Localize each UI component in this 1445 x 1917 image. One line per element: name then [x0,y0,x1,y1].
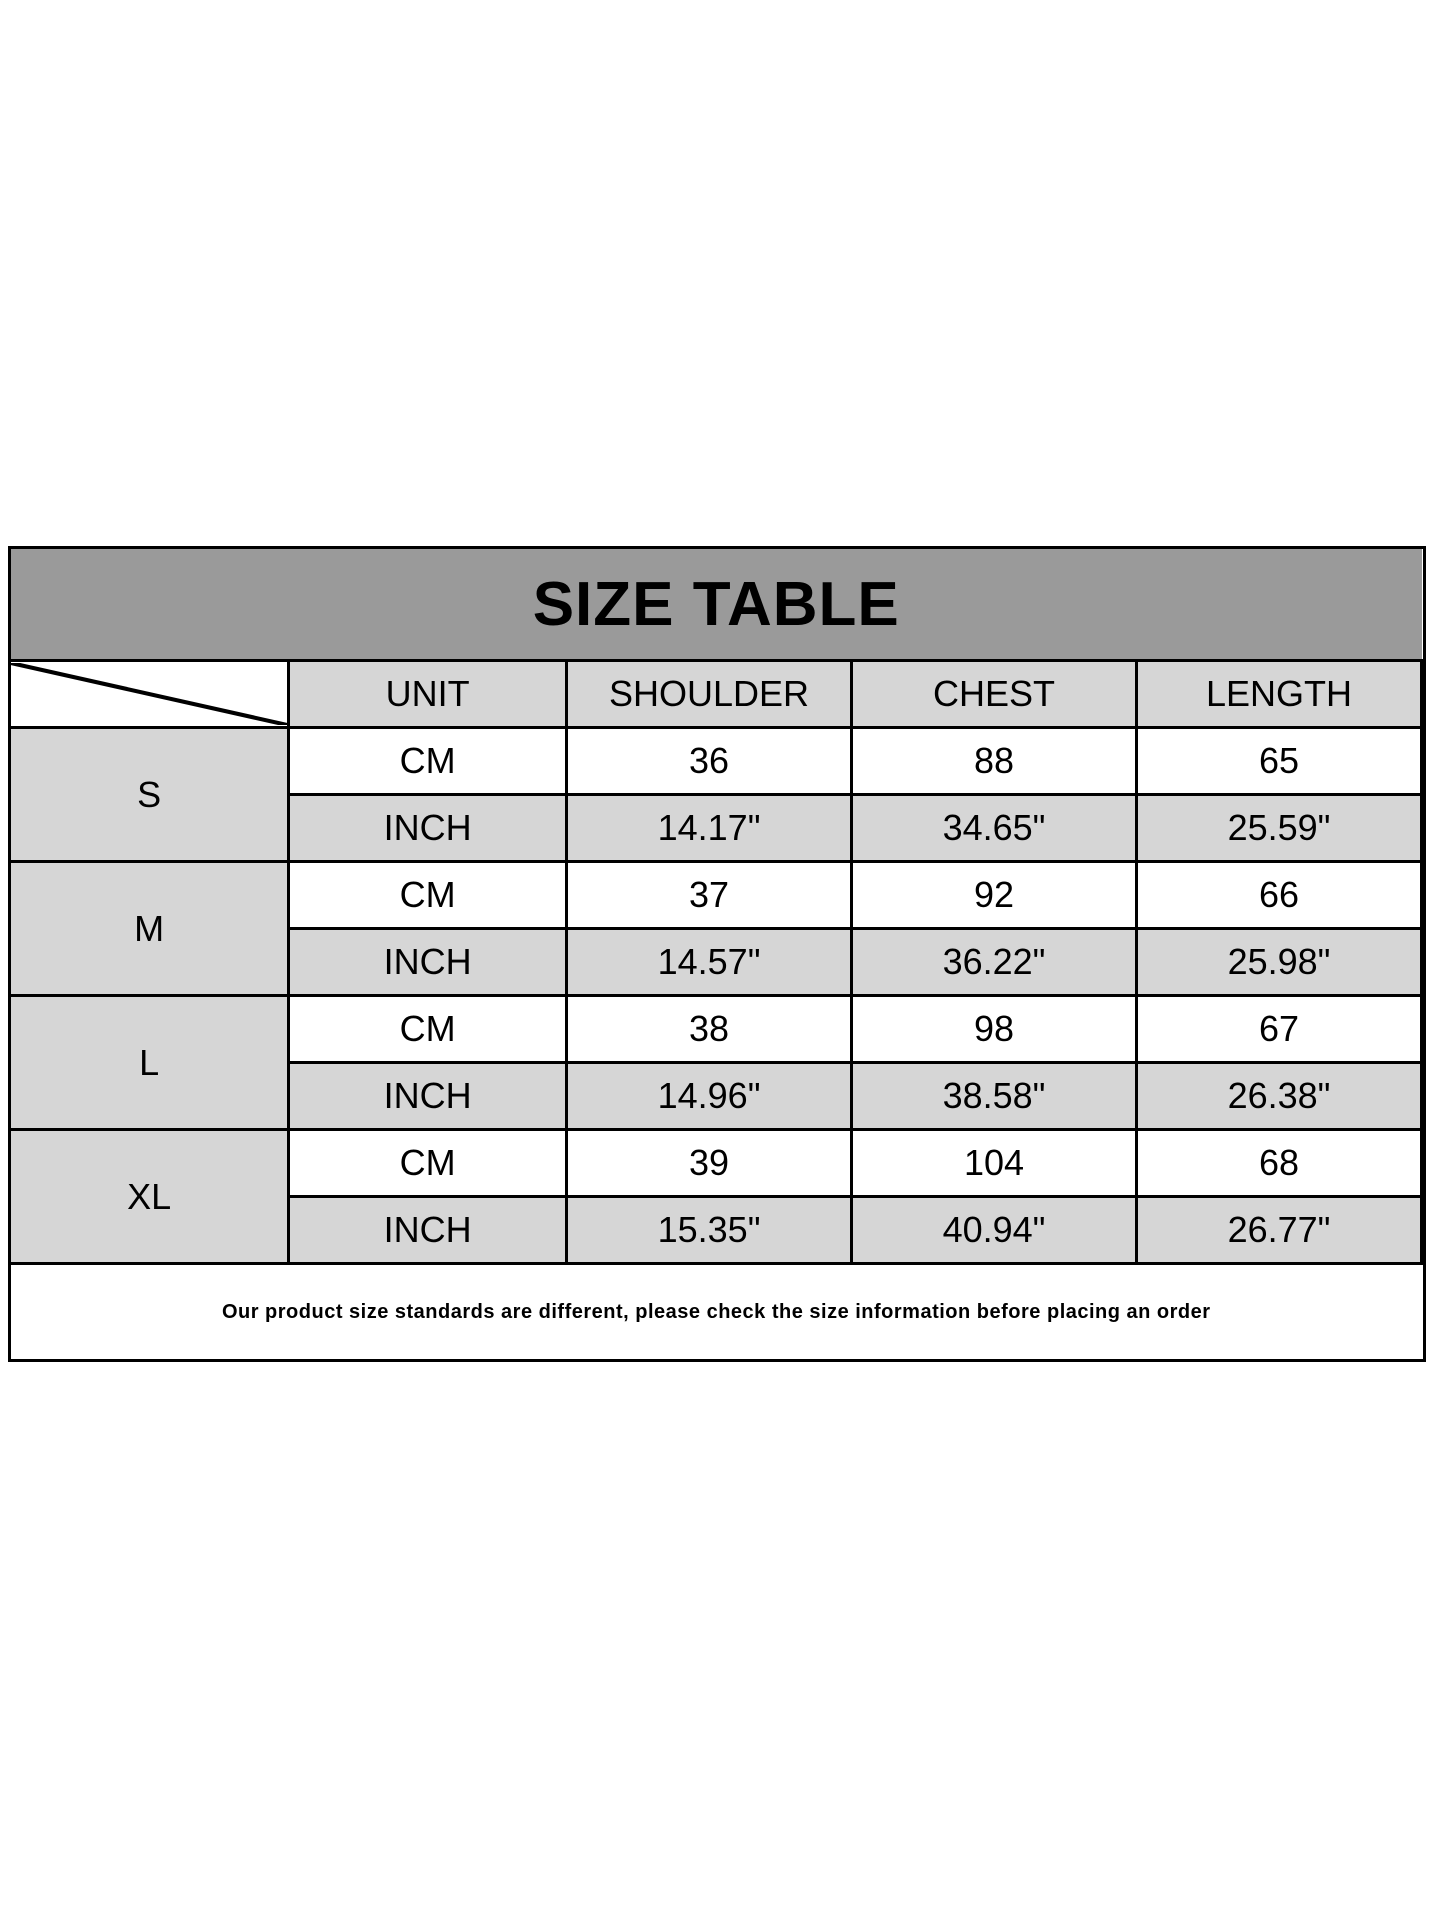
cell-xl-inch-shoulder: 15.35" [567,1197,852,1264]
unit-label-inch: INCH [289,795,567,862]
unit-label-cm: CM [289,1130,567,1197]
cell-l-cm-shoulder: 38 [567,996,852,1063]
cell-xl-inch-length: 26.77" [1137,1197,1422,1264]
table-note-row [11,1264,1422,1360]
cell-m-cm-chest: 92 [852,862,1137,929]
corner-diagonal-cell [11,661,289,728]
unit-label-inch: INCH [289,1063,567,1130]
cell-m-inch-chest: 36.22" [852,929,1137,996]
size-table-container [8,546,1426,1362]
column-header-length: LENGTH [1137,661,1422,728]
size-label-l: L [11,996,289,1130]
cell-l-cm-length: 67 [1137,996,1422,1063]
cell-xl-inch-chest: 40.94" [852,1197,1137,1264]
size-note: Our product size standards are different, please check the size information before placing an order [11,1264,1422,1360]
size-label-xl: XL [11,1130,289,1264]
cell-s-cm-length: 65 [1137,728,1422,795]
table-row [11,1130,1422,1197]
size-label-s: S [11,728,289,862]
cell-s-cm-shoulder: 36 [567,728,852,795]
diagonal-slash-icon [11,663,287,725]
page-title: SIZE TABLE [11,549,1422,661]
table-row [11,996,1422,1063]
unit-label-cm: CM [289,996,567,1063]
size-label-m: M [11,862,289,996]
cell-s-inch-chest: 34.65" [852,795,1137,862]
cell-xl-cm-length: 68 [1137,1130,1422,1197]
column-header-chest: CHEST [852,661,1137,728]
cell-l-cm-chest: 98 [852,996,1137,1063]
unit-label-cm: CM [289,862,567,929]
cell-l-inch-shoulder: 14.96" [567,1063,852,1130]
cell-m-inch-length: 25.98" [1137,929,1422,996]
cell-s-inch-length: 25.59" [1137,795,1422,862]
cell-m-cm-length: 66 [1137,862,1422,929]
cell-xl-cm-shoulder: 39 [567,1130,852,1197]
cell-l-inch-chest: 38.58" [852,1063,1137,1130]
cell-m-inch-shoulder: 14.57" [567,929,852,996]
column-header-shoulder: SHOULDER [567,661,852,728]
unit-label-inch: INCH [289,929,567,996]
table-row [11,728,1422,795]
unit-label-cm: CM [289,728,567,795]
unit-label-inch: INCH [289,1197,567,1264]
column-header-unit: UNIT [289,661,567,728]
table-row [11,862,1422,929]
table-header-row [11,661,1422,728]
cell-s-inch-shoulder: 14.17" [567,795,852,862]
cell-xl-cm-chest: 104 [852,1130,1137,1197]
size-table [11,549,1423,1359]
cell-l-inch-length: 26.38" [1137,1063,1422,1130]
table-title-row [11,549,1422,661]
cell-m-cm-shoulder: 37 [567,862,852,929]
cell-s-cm-chest: 88 [852,728,1137,795]
